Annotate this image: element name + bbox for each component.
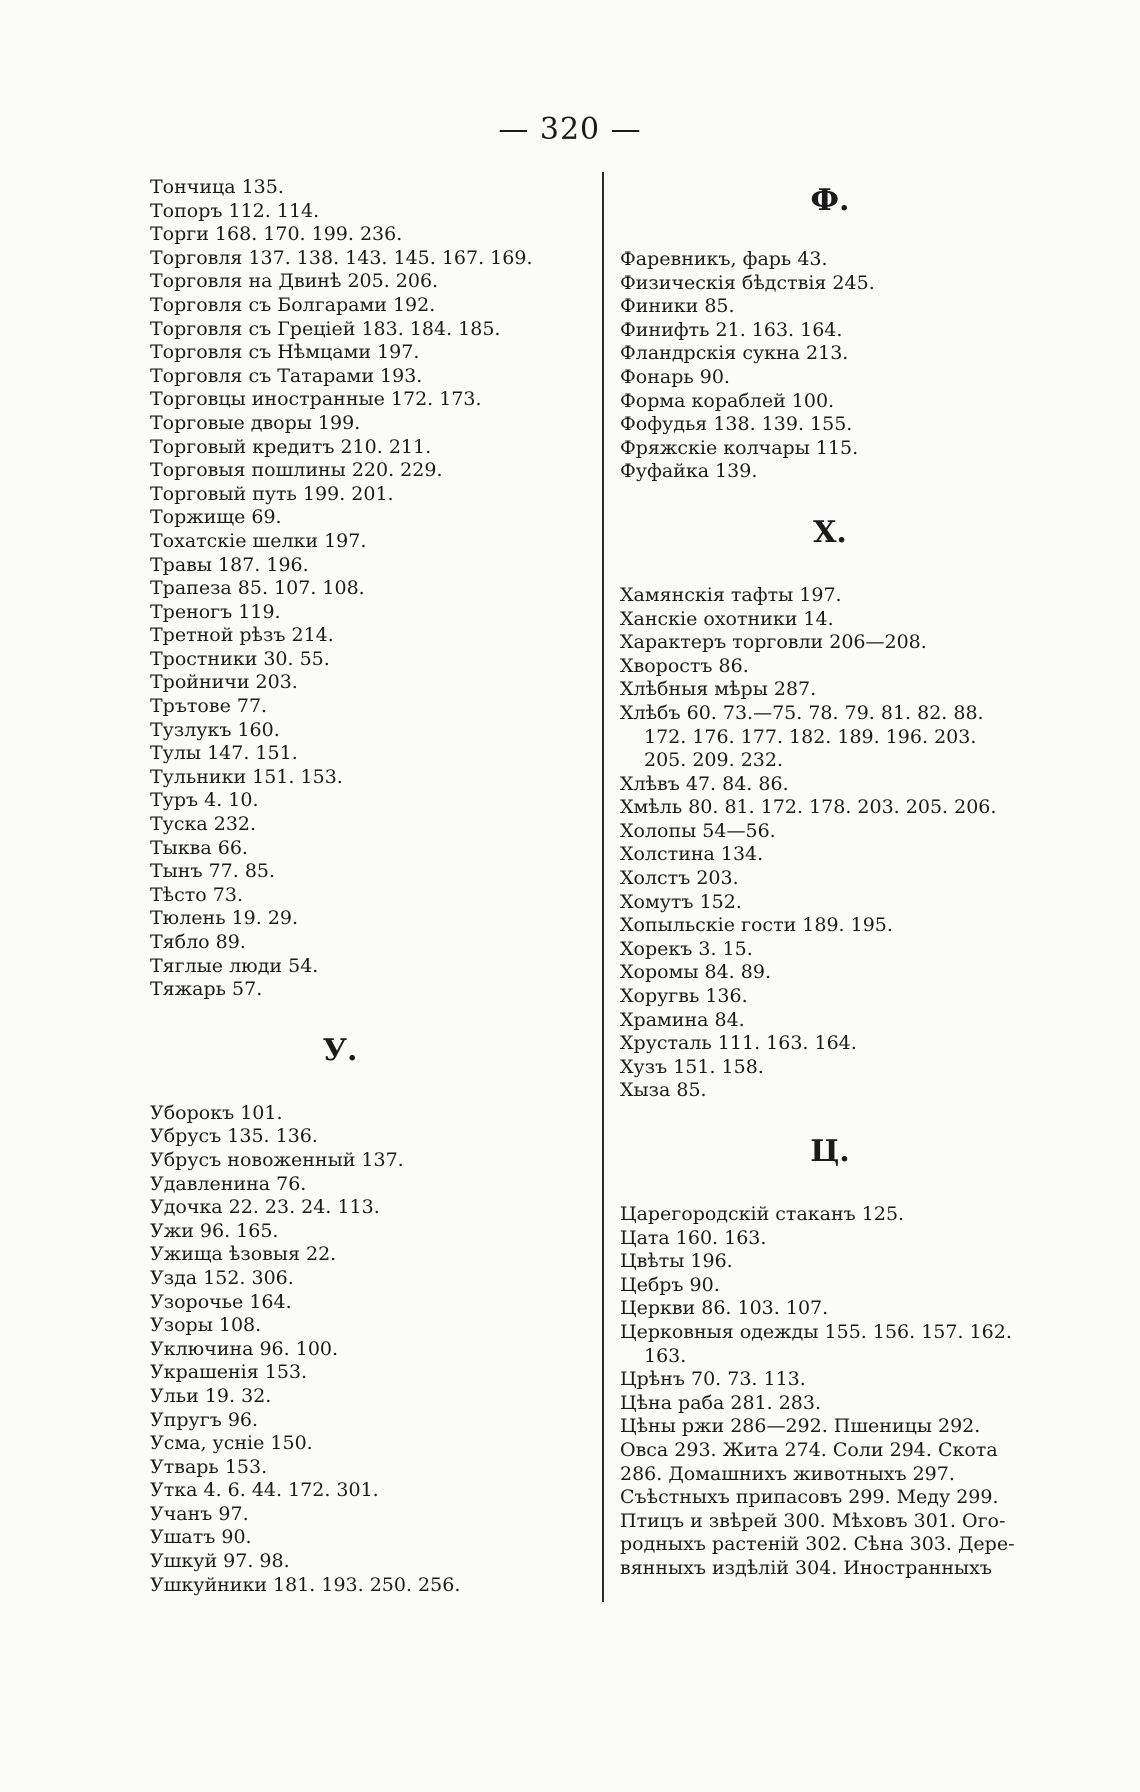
index-entry: Хузъ 151. 158. bbox=[620, 1055, 764, 1078]
index-entry: Финики 85. bbox=[620, 295, 735, 318]
right-column bbox=[620, 176, 1040, 1581]
index-entry: Тохатскіе шелки 197. bbox=[150, 529, 367, 552]
index-entry: Торговля съ Нѣмцами 197. bbox=[150, 341, 420, 364]
index-entry: Туска 232. bbox=[150, 813, 257, 836]
index-entry: Съѣстныхъ припасовъ 299. Меду 299. bbox=[620, 1486, 999, 1509]
left-column bbox=[150, 176, 590, 1597]
index-entry: Хоругвь 136. bbox=[620, 985, 748, 1008]
index-entry: Украшенія 153. bbox=[150, 1361, 308, 1384]
index-entry: Фаревникъ, фарь 43. bbox=[620, 248, 828, 270]
index-entry: Тройничи 203. bbox=[150, 671, 298, 694]
index-entry: Тузлукъ 160. bbox=[150, 718, 280, 741]
index-entry: Ульи 19. 32. bbox=[150, 1384, 272, 1407]
index-entry: Торжище 69. bbox=[150, 506, 282, 529]
index-entry: Хрусталь 111. 163. 164. bbox=[620, 1032, 857, 1055]
index-entry: Торговля съ Болгарами 192. bbox=[150, 293, 436, 316]
index-entry: Тѣсто 73. bbox=[150, 883, 243, 906]
index-entry: Треногъ 119. bbox=[150, 600, 281, 623]
index-entry: Хлѣвъ 47. 84. 86. bbox=[620, 772, 789, 795]
index-entry: Удавленина 76. bbox=[150, 1172, 307, 1195]
index-entry: Хмѣль 80. 81. 172. 178. 203. 205. 206. bbox=[620, 796, 997, 819]
index-entry: Храмина 84. bbox=[620, 1008, 745, 1031]
index-entry: вянныхъ издѣлій 304. Иностранныхъ bbox=[620, 1556, 992, 1579]
index-entry: Ушатъ 90. bbox=[150, 1526, 252, 1549]
index-entry: Цѣны ржи 286—292. Пшеницы 292. bbox=[620, 1415, 981, 1438]
index-entry: Травы 187. 196. bbox=[150, 553, 309, 576]
index-entry: Тончица 135. bbox=[150, 176, 284, 198]
index-entry: Хамянскія тафты 197. bbox=[620, 583, 842, 606]
entries-u-list bbox=[150, 1102, 590, 1597]
index-entry: Холстъ 203. bbox=[620, 867, 739, 890]
index-entry: Цѣна раба 281. 283. bbox=[620, 1391, 822, 1414]
index-entry: Фонарь 90. bbox=[620, 365, 730, 388]
index-entry: Торговля съ Греціей 183. 184. 185. bbox=[150, 317, 501, 340]
index-entry: Форма кораблей 100. bbox=[620, 389, 835, 412]
index-entry: Цата 160. 163. bbox=[620, 1226, 767, 1249]
index-entry: Фряжскіе колчары 115. bbox=[620, 436, 859, 459]
index-entry: 205. 209. 232. bbox=[644, 749, 783, 772]
index-entry: Топоръ 112. 114. bbox=[150, 199, 320, 222]
index-entry: Трапеза 85. 107. 108. bbox=[150, 577, 365, 600]
index-entry: Холстина 134. bbox=[620, 843, 764, 866]
index-entry: 172. 176. 177. 182. 189. 196. 203. bbox=[644, 725, 977, 748]
page-number: — 320 — bbox=[498, 112, 642, 147]
index-entry: Усма, усніе 150. bbox=[150, 1432, 313, 1455]
index-entry: Удочка 22. 23. 24. 113. bbox=[150, 1196, 380, 1219]
index-entry: Црѣнъ 70. 73. 113. bbox=[620, 1368, 806, 1391]
index-entry: Туръ 4. 10. bbox=[150, 789, 259, 812]
index-entry: Физическія бѣдствія 245. bbox=[620, 271, 875, 294]
index-entry: Тулы 147. 151. bbox=[150, 742, 298, 765]
index-entry: Птицъ и звѣрей 300. Мѣховъ 301. Ого- bbox=[620, 1509, 1006, 1532]
index-entry: Хворостъ 86. bbox=[620, 654, 749, 677]
index-entry: Фофудья 138. 139. 155. bbox=[620, 413, 853, 436]
index-entry: Хлѣбныя мѣры 287. bbox=[620, 678, 817, 701]
index-entry: Торговый путь 199. 201. bbox=[150, 482, 394, 505]
index-entry: Упругъ 96. bbox=[150, 1408, 259, 1431]
index-entry: Фуфайка 139. bbox=[620, 460, 758, 483]
entries-t-list bbox=[150, 176, 590, 1002]
index-entry: Ужи 96. 165. bbox=[150, 1219, 279, 1242]
index-entry: Холопы 54—56. bbox=[620, 819, 776, 842]
index-entry: Торговля на Двинѣ 205. 206. bbox=[150, 270, 439, 293]
index-entry: Ушкуй 97. 98. bbox=[150, 1550, 290, 1573]
index-entry: Торговля съ Татарами 193. bbox=[150, 364, 423, 387]
entries-kh-list bbox=[620, 584, 1040, 1103]
column-divider bbox=[602, 172, 604, 1602]
index-entry: Тябло 89. bbox=[150, 931, 246, 953]
index-entry: Ушкуйники 181. 193. 250. 256. bbox=[150, 1573, 461, 1596]
index-entry: Узоры 108. bbox=[150, 1314, 262, 1337]
index-entry: Хорекъ 3. 15. bbox=[620, 937, 753, 960]
index-entry: Уключина 96. 100. bbox=[150, 1337, 339, 1360]
index-entry: Тульники 151. 153. bbox=[150, 765, 343, 788]
index-entry: Узда 152. 306. bbox=[150, 1266, 294, 1289]
index-entry: Торговые дворы 199. bbox=[150, 411, 361, 434]
index-entry: Узорочье 164. bbox=[150, 1290, 292, 1313]
section-heading-kh: Х. bbox=[813, 514, 847, 550]
index-entry: Овса 293. Жита 274. Соли 294. Скота bbox=[620, 1438, 998, 1461]
index-entry: Трътове 77. bbox=[150, 695, 268, 718]
index-entry: родныхъ растеній 302. Сѣна 303. Дере- bbox=[620, 1533, 1015, 1556]
index-entry: Тынъ 77. 85. bbox=[150, 860, 276, 883]
index-entry: Утка 4. 6. 44. 172. 301. bbox=[150, 1479, 379, 1502]
index-entry: Торги 168. 170. 199. 236. bbox=[150, 223, 403, 246]
index-entry: Цебръ 90. bbox=[620, 1273, 720, 1296]
index-entry: Ужища ѣзовыя 22. bbox=[150, 1243, 337, 1266]
index-entry: Убрусъ 135. 136. bbox=[150, 1125, 318, 1148]
index-entry: Тыква 66. bbox=[150, 836, 248, 859]
index-entry: 163. bbox=[644, 1344, 687, 1367]
index-entry: Хыза 85. bbox=[620, 1079, 707, 1102]
index-entry: Третной рѣзъ 214. bbox=[150, 624, 334, 647]
index-entry: Хоромы 84. 89. bbox=[620, 961, 771, 984]
index-entry: Характеръ торговли 206—208. bbox=[620, 631, 927, 654]
index-entry: Тяжарь 57. bbox=[150, 978, 263, 1001]
index-entry: Учанъ 97. bbox=[150, 1502, 249, 1525]
index-entry: Утварь 153. bbox=[150, 1455, 268, 1478]
index-entry: Тяглые люди 54. bbox=[150, 954, 319, 977]
index-entry: Хопыльскіе гости 189. 195. bbox=[620, 914, 893, 937]
index-entry: Уборокъ 101. bbox=[150, 1101, 283, 1124]
section-heading-ts: Ц. bbox=[810, 1134, 850, 1169]
index-entry: Хлѣбъ 60. 73.—75. 78. 79. 81. 82. 88. bbox=[620, 701, 984, 724]
index-entry: Царегородскій стаканъ 125. bbox=[620, 1203, 905, 1225]
index-entry: Цвѣты 196. bbox=[620, 1250, 733, 1273]
index-entry: Торговыя пошлины 220. 229. bbox=[150, 459, 443, 482]
index-entry: Церкви 86. 103. 107. bbox=[620, 1297, 829, 1320]
entries-ts-list bbox=[620, 1203, 1040, 1581]
section-heading-f: Ф. bbox=[810, 183, 850, 218]
index-entry: 286. Домашнихъ животныхъ 297. bbox=[620, 1462, 955, 1485]
index-entry: Тростники 30. 55. bbox=[150, 647, 330, 670]
index-entry: Убрусъ новоженный 137. bbox=[150, 1148, 404, 1171]
entries-f-list bbox=[620, 248, 1040, 484]
index-entry: Торговля 137. 138. 143. 145. 167. 169. bbox=[150, 246, 533, 269]
index-entry: Торговый кредитъ 210. 211. bbox=[150, 435, 432, 458]
index-entry: Торговцы иностранные 172. 173. bbox=[150, 388, 482, 411]
section-heading-u: У. bbox=[322, 1032, 358, 1068]
index-entry: Фландрскія сукна 213. bbox=[620, 342, 849, 365]
index-entry: Церковныя одежды 155. 156. 157. 162. bbox=[620, 1320, 1012, 1343]
index-entry: Тюлень 19. 29. bbox=[150, 907, 299, 930]
index-entry: Ханскіе охотники 14. bbox=[620, 607, 834, 630]
index-entry: Финифть 21. 163. 164. bbox=[620, 318, 843, 341]
index-entry: Хомутъ 152. bbox=[620, 890, 742, 913]
